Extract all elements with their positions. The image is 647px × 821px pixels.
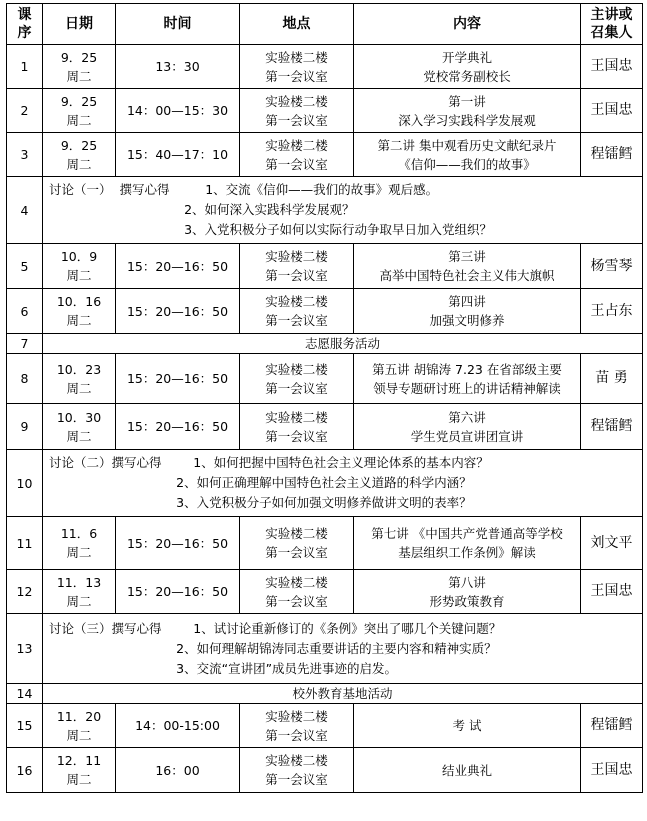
cell-line: 实验楼二楼 — [265, 574, 328, 590]
table-row — [7, 133, 643, 177]
header-location: 地点 — [240, 4, 354, 45]
discussion-line: 3、入党积极分子如何以实际行动争取早日加入党组织？ — [49, 222, 493, 237]
table-row — [7, 334, 643, 354]
row-number: 10 — [7, 450, 43, 517]
cell-line: 领导专题研讨班上的讲话精神解读 — [373, 380, 561, 396]
location-cell — [240, 244, 354, 289]
discussion-cell — [43, 177, 643, 244]
content-cell — [354, 89, 581, 133]
content-cell — [354, 570, 581, 614]
header-time: 时间 — [116, 4, 240, 45]
time-cell: 15：20—16：50 — [116, 570, 240, 614]
speaker-cell: 王国忠 — [581, 748, 643, 793]
date-cell — [43, 570, 116, 614]
cell-line: 实验楼二楼 — [265, 249, 328, 264]
header-speaker — [581, 4, 643, 45]
row-number: 4 — [7, 177, 43, 244]
cell-line: 第一会议室 — [265, 428, 328, 444]
cell-line: 第一会议室 — [265, 68, 328, 84]
table-row — [7, 289, 643, 334]
cell-line: 实验楼二楼 — [265, 137, 328, 153]
cell-line: 周二 — [66, 727, 92, 743]
table-row — [7, 684, 643, 704]
cell-line: 11．6 — [60, 526, 98, 541]
row-number: 11 — [7, 517, 43, 570]
cell-line: 开学典礼 — [441, 49, 492, 65]
row-number: 2 — [7, 89, 43, 133]
table-row — [7, 45, 643, 89]
time-cell: 13：30 — [116, 45, 240, 89]
header-no-line: 序 — [17, 25, 32, 41]
cell-line: 实验楼二楼 — [265, 409, 328, 425]
time-cell: 15：20—16：50 — [116, 354, 240, 404]
cell-line: 第一会议室 — [265, 156, 328, 172]
header-no-line: 课 — [17, 7, 32, 23]
location-cell — [240, 289, 354, 334]
cell-line: 学生党员宣讲团宣讲 — [410, 428, 524, 444]
cell-line: 第一会议室 — [265, 727, 328, 743]
cell-line: 9．25 — [60, 93, 98, 109]
speaker-cell: 苗 勇 — [581, 354, 643, 404]
date-cell — [43, 89, 116, 133]
location-cell — [240, 45, 354, 89]
cell-line: 周二 — [66, 545, 92, 560]
location-cell — [240, 89, 354, 133]
content-cell — [354, 704, 581, 748]
header-speaker-line: 召集人 — [590, 25, 633, 41]
date-cell — [43, 354, 116, 404]
cell-line: 周二 — [66, 156, 92, 172]
cell-line: 实验楼二楼 — [265, 49, 328, 65]
date-cell — [43, 704, 116, 748]
row-number: 9 — [7, 404, 43, 450]
date-cell — [43, 289, 116, 334]
discussion-line: 2、如何正确理解中国特色社会主义道路的科学内涵？ — [49, 475, 472, 490]
cell-line: 深入学习实践科学发展观 — [398, 112, 536, 128]
time-cell: 15：20—16：50 — [116, 244, 240, 289]
speaker-cell: 程镭鳕 — [581, 404, 643, 450]
cell-line: 实验楼二楼 — [265, 526, 328, 541]
cell-line: 10．9 — [60, 249, 98, 264]
cell-line: 第一会议室 — [265, 268, 328, 283]
activity-cell: 志愿服务活动 — [43, 334, 643, 354]
speaker-cell: 程镭鳕 — [581, 704, 643, 748]
discussion-line: 2、如何理解胡锦涛同志重要讲话的主要内容和精神实质？ — [49, 640, 497, 656]
cell-line: 第三讲 — [448, 249, 486, 264]
content-cell — [354, 244, 581, 289]
time-cell: 14：00-15:00 — [116, 704, 240, 748]
date-cell — [43, 133, 116, 177]
time-cell: 15：20—16：50 — [116, 404, 240, 450]
discussion-line: 讨论（三）撰写心得 1、试讨论重新修订的《条例》突出了哪几个关键问题？ — [49, 620, 502, 636]
date-cell — [43, 404, 116, 450]
cell-line: 9．25 — [60, 137, 98, 153]
row-number: 7 — [7, 334, 43, 354]
cell-line: 第一会议室 — [265, 380, 328, 396]
cell-line: 实验楼二楼 — [265, 294, 328, 309]
table-row — [7, 450, 643, 517]
table-row — [7, 614, 643, 684]
cell-line: 实验楼二楼 — [265, 708, 328, 724]
header-speaker-line: 主讲或 — [590, 7, 633, 23]
speaker-cell: 杨雪琴 — [581, 244, 643, 289]
cell-line: 第一讲 — [448, 93, 486, 109]
discussion-line: 讨论（一） 撰写心得 1、交流《信仰——我们的故事》观后感。 — [49, 182, 439, 197]
table-row — [7, 177, 643, 244]
date-cell — [43, 748, 116, 793]
location-cell — [240, 517, 354, 570]
table-row — [7, 404, 643, 450]
location-cell — [240, 404, 354, 450]
cell-line: 周二 — [66, 593, 92, 609]
speaker-cell: 王占东 — [581, 289, 643, 334]
table-row — [7, 517, 643, 570]
row-number: 3 — [7, 133, 43, 177]
cell-line: 9．25 — [60, 49, 98, 65]
date-cell — [43, 45, 116, 89]
cell-line: 第一会议室 — [265, 112, 328, 128]
cell-line: 第一会议室 — [265, 545, 328, 560]
content-cell — [354, 354, 581, 404]
row-number: 13 — [7, 614, 43, 684]
discussion-line: 3、入党积极分子如何加强文明修养做讲文明的表率？ — [49, 495, 472, 510]
cell-line: 党校常务副校长 — [423, 68, 511, 84]
table-row — [7, 244, 643, 289]
table-row — [7, 748, 643, 793]
time-cell: 15：20—16：50 — [116, 289, 240, 334]
content-cell — [354, 133, 581, 177]
cell-line: 第一会议室 — [265, 772, 328, 787]
time-cell: 16：00 — [116, 748, 240, 793]
cell-line: 实验楼二楼 — [265, 361, 328, 377]
discussion-line: 讨论（二）撰写心得 1、如何把握中国特色社会主义理论体系的基本内容？ — [49, 455, 489, 470]
cell-line: 《信仰——我们的故事》 — [398, 156, 536, 172]
cell-line: 11．13 — [56, 574, 102, 590]
content-cell — [354, 289, 581, 334]
cell-line: 加强文明修养 — [429, 313, 505, 328]
schedule-table — [6, 3, 643, 793]
row-number: 8 — [7, 354, 43, 404]
cell-line: 12．11 — [56, 753, 102, 768]
speaker-cell: 程镭鳕 — [581, 133, 643, 177]
row-number: 1 — [7, 45, 43, 89]
cell-line: 考 试 — [452, 718, 482, 733]
cell-line: 10．23 — [56, 361, 102, 377]
content-cell — [354, 45, 581, 89]
activity-cell: 校外教育基地活动 — [43, 684, 643, 704]
header-date: 日期 — [43, 4, 116, 45]
location-cell — [240, 704, 354, 748]
cell-line: 周二 — [66, 313, 92, 328]
table-row — [7, 354, 643, 404]
discussion-cell — [43, 614, 643, 684]
cell-line: 第一会议室 — [265, 593, 328, 609]
discussion-line: 2、如何深入实践科学发展观？ — [49, 202, 355, 217]
speaker-cell: 王国忠 — [581, 45, 643, 89]
content-cell — [354, 404, 581, 450]
cell-line: 第七讲 《中国共产党普通高等学校 — [371, 526, 563, 541]
header-no — [7, 4, 43, 45]
cell-line: 10．30 — [56, 409, 102, 425]
cell-line: 周二 — [66, 428, 92, 444]
cell-line: 10．16 — [56, 294, 102, 309]
cell-line: 周二 — [66, 68, 92, 84]
location-cell — [240, 354, 354, 404]
time-cell: 15：40—17：10 — [116, 133, 240, 177]
table-row — [7, 570, 643, 614]
date-cell — [43, 517, 116, 570]
content-cell — [354, 748, 581, 793]
discussion-cell — [43, 450, 643, 517]
cell-line: 第五讲 胡锦涛 7.23 在省部级主要 — [372, 361, 562, 377]
cell-line: 实验楼二楼 — [265, 753, 328, 768]
row-number: 14 — [7, 684, 43, 704]
speaker-cell: 王国忠 — [581, 89, 643, 133]
header-row — [7, 4, 643, 45]
speaker-cell: 刘文平 — [581, 517, 643, 570]
cell-line: 实验楼二楼 — [265, 93, 328, 109]
cell-line: 第一会议室 — [265, 313, 328, 328]
cell-line: 第八讲 — [448, 574, 486, 590]
cell-line: 11．20 — [56, 708, 102, 724]
cell-line: 周二 — [66, 380, 92, 396]
cell-line: 第四讲 — [448, 294, 486, 309]
table-row — [7, 89, 643, 133]
location-cell — [240, 133, 354, 177]
cell-line: 高举中国特色社会主义伟大旗帜 — [379, 268, 555, 283]
cell-line: 形势政策教育 — [429, 593, 505, 609]
header-content: 内容 — [354, 4, 581, 45]
cell-line: 基层组织工作条例》解读 — [398, 545, 536, 560]
cell-line: 第六讲 — [448, 409, 486, 425]
location-cell — [240, 748, 354, 793]
time-cell: 15：20—16：50 — [116, 517, 240, 570]
row-number: 5 — [7, 244, 43, 289]
location-cell — [240, 570, 354, 614]
cell-line: 第二讲 集中观看历史文献纪录片 — [377, 137, 557, 153]
cell-line: 周二 — [66, 268, 92, 283]
row-number: 12 — [7, 570, 43, 614]
cell-line: 周二 — [66, 112, 92, 128]
row-number: 6 — [7, 289, 43, 334]
row-number: 15 — [7, 704, 43, 748]
cell-line: 结业典礼 — [441, 762, 492, 778]
time-cell: 14：00—15：30 — [116, 89, 240, 133]
cell-line: 周二 — [66, 772, 92, 787]
row-number: 16 — [7, 748, 43, 793]
speaker-cell: 王国忠 — [581, 570, 643, 614]
table-row — [7, 704, 643, 748]
date-cell — [43, 244, 116, 289]
discussion-line: 3、交流“宣讲团”成员先进事迹的启发。 — [49, 660, 398, 676]
content-cell — [354, 517, 581, 570]
